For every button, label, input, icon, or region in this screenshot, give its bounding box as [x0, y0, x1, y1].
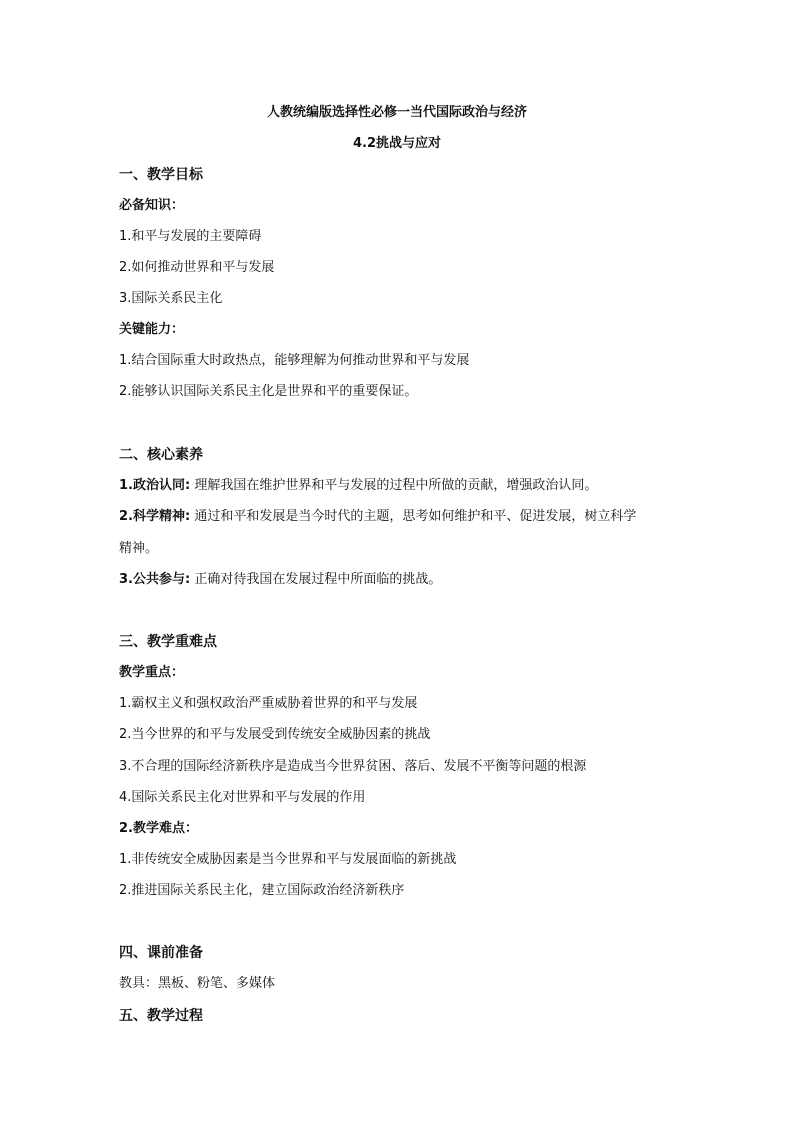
- paragraph-text: 通过和平和发展是当今时代的主题，思考如何维护和平、促进发展，树立科学: [190, 509, 637, 524]
- list-item: 1.结合国际重大时政热点，能够理解为何推动世界和平与发展: [119, 353, 470, 368]
- paragraph-continuation: 精神。: [119, 541, 159, 556]
- paragraph-public-participation: [119, 571, 441, 589]
- section-heading-process: 五、教学过程: [119, 1008, 203, 1024]
- subheading-teaching-focus: 教学重点：: [119, 665, 185, 680]
- paragraph-political-identity: [119, 477, 597, 495]
- subheading-teaching-difficulty: 2.教学难点：: [119, 821, 198, 836]
- list-item: 4.国际关系民主化对世界和平与发展的作用: [119, 790, 366, 805]
- list-item: 2.推进国际关系民主化，建立国际政治经济新秩序: [119, 883, 405, 898]
- paragraph-scientific-spirit: [119, 508, 636, 526]
- paragraph-label: 2.科学精神:: [119, 509, 191, 524]
- list-item: 2.如何推动世界和平与发展: [119, 260, 275, 275]
- section-heading-objectives: 一、教学目标: [119, 167, 203, 183]
- paragraph-label: 3.公共参与:: [119, 572, 191, 587]
- document-title: 人教统编版选择性必修一当代国际政治与经济: [266, 105, 527, 120]
- list-item: 2.能够认识国际关系民主化是世界和平的重要保证。: [119, 384, 418, 399]
- teaching-tools-text: 教具：黑板、粉笔、多媒体: [119, 976, 276, 991]
- paragraph-text: 正确对待我国在发展过程中所面临的挑战。: [190, 572, 442, 587]
- list-item: 3.国际关系民主化: [119, 291, 223, 306]
- list-item: 1.霸权主义和强权政治严重威胁着世界的和平与发展: [119, 696, 418, 711]
- paragraph-text: 理解我国在维护世界和平与发展的过程中所做的贡献，增强政治认同。: [190, 478, 598, 493]
- lesson-title: 4.2挑战与应对: [352, 136, 442, 151]
- section-heading-preparation: 四、课前准备: [119, 945, 203, 961]
- subheading-key-abilities: 关键能力：: [119, 322, 185, 337]
- list-item: 1.非传统安全威胁因素是当今世界和平与发展面临的新挑战: [119, 852, 457, 867]
- section-heading-core-literacy: 二、核心素养: [119, 447, 203, 463]
- list-item: 3.不合理的国际经济新秩序是造成当今世界贫困、落后、发展不平衡等问题的根源: [119, 759, 587, 774]
- paragraph-label: 1.政治认同:: [119, 478, 191, 493]
- subheading-essential-knowledge: 必备知识：: [119, 198, 185, 213]
- list-item: 1.和平与发展的主要障碍: [119, 229, 262, 244]
- list-item: 2.当今世界的和平与发展受到传统安全威胁因素的挑战: [119, 727, 431, 742]
- section-heading-key-difficult-points: 三、教学重难点: [119, 634, 217, 650]
